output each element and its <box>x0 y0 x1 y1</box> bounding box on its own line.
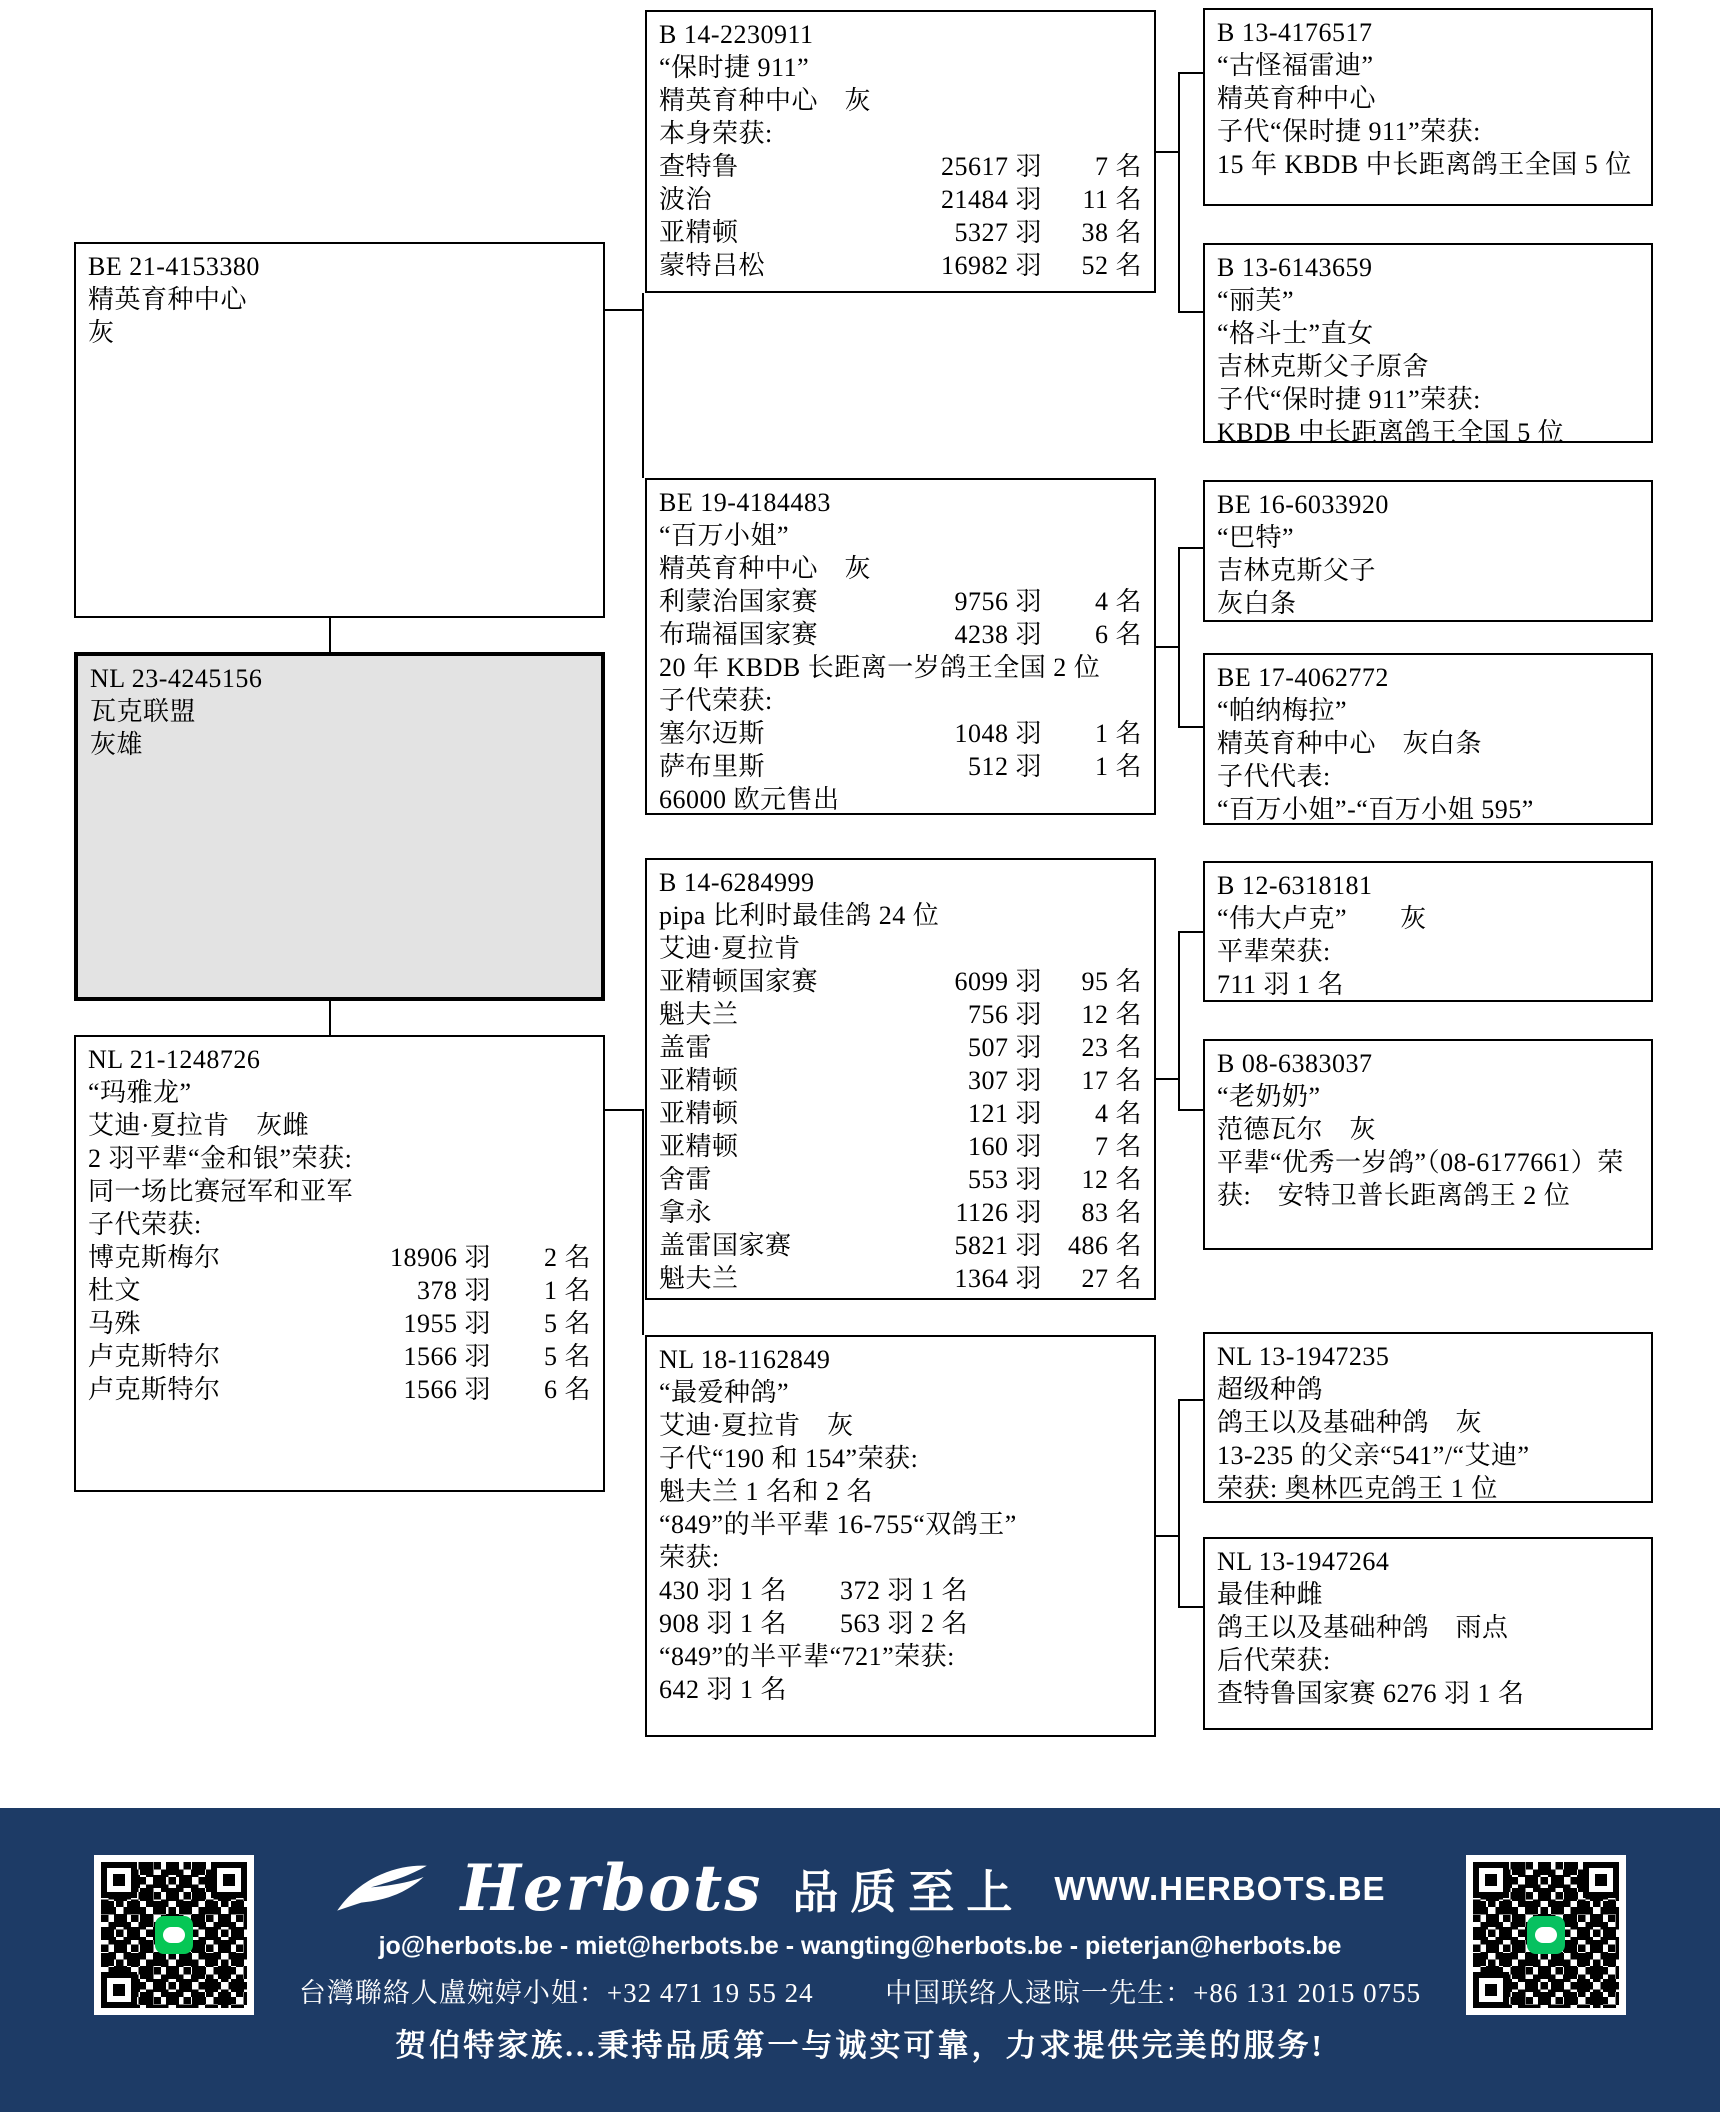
pedigree-line: “玛雅龙” <box>88 1078 192 1107</box>
pedigree-line: 亚精顿 160 羽 7 名 <box>659 1132 1142 1161</box>
pedigree-line: 查特鲁 25617 羽 7 名 <box>659 152 1142 181</box>
pedigree-line: 642 羽 1 名 <box>659 1675 788 1704</box>
qr-finder <box>1473 1862 1509 1898</box>
pedigree-line: 430 羽 1 名 372 羽 1 名 <box>659 1576 969 1605</box>
wechat-icon <box>1527 1916 1565 1954</box>
pedigree-box-great-grandparent-2 <box>1203 243 1653 447</box>
pedigree-line: 拿永 1126 羽 83 名 <box>659 1198 1142 1227</box>
pedigree-box-great-grandparent-8 <box>1203 1537 1653 1730</box>
line-icon <box>155 1916 193 1954</box>
pedigree-line: 灰雄 <box>90 730 144 759</box>
pedigree-line: 杜文 378 羽 1 名 <box>88 1276 591 1305</box>
pedigree-line: 舍雷 553 羽 12 名 <box>659 1165 1142 1194</box>
pedigree-line: 精英育种中心 灰白条 <box>1217 729 1483 758</box>
pedigree-line: 908 羽 1 名 563 羽 2 名 <box>659 1609 969 1638</box>
connector-line <box>1178 72 1180 313</box>
chat-bubble-icon <box>1535 1927 1557 1943</box>
connector-line <box>605 1109 644 1111</box>
footer-slogan-cn: 品质至上 <box>792 1866 1025 1918</box>
connector-line <box>1156 151 1180 153</box>
pedigree-line: “保时捷 911” <box>659 53 810 82</box>
pedigree-line: 2 羽平辈“金和银”荣获: <box>88 1144 353 1173</box>
pedigree-line: 本身荣获: <box>659 119 773 148</box>
connector-line <box>1178 931 1180 1111</box>
pedigree-line: 子代“190 和 154”荣获: <box>659 1444 919 1473</box>
pedigree-line: 博克斯梅尔 18906 羽 2 名 <box>88 1243 591 1272</box>
pedigree-line: 艾迪·夏拉肯 <box>659 934 801 963</box>
pedigree-line: “帕纳梅拉” <box>1217 696 1348 725</box>
pedigree-line: 子代“保时捷 911”荣获: <box>1217 385 1481 414</box>
pedigree-line: 平辈荣获: <box>1217 937 1331 966</box>
pedigree-line: 布瑞福国家赛 4238 羽 6 名 <box>659 620 1142 649</box>
pedigree-line: 利蒙治国家赛 9756 羽 4 名 <box>659 587 1142 616</box>
pedigree-box-dam <box>74 1035 605 1492</box>
connector-line <box>1178 311 1203 313</box>
pedigree-line: B 13-4176517 <box>1217 18 1373 47</box>
pedigree-line: NL 21-1248726 <box>88 1045 261 1074</box>
pedigree-line: NL 13-1947264 <box>1217 1547 1390 1576</box>
pedigree-line: 瓦克联盟 <box>90 697 197 726</box>
pedigree-line: 亚精顿 5327 羽 38 名 <box>659 218 1142 247</box>
pedigree-line: 查特鲁国家赛 6276 羽 1 名 <box>1217 1679 1525 1708</box>
pedigree-box-grandsire-paternal <box>645 10 1156 293</box>
qr-pattern <box>1473 1862 1619 2008</box>
connector-line <box>1178 72 1203 74</box>
pedigree-line: 子代荣获: <box>659 686 773 715</box>
footer-banner <box>0 1808 1720 2112</box>
pedigree-box-granddam-maternal <box>645 1335 1156 1737</box>
connector-line <box>642 1109 644 1335</box>
pedigree-line: 波治 21484 羽 11 名 <box>659 185 1142 214</box>
connector-line <box>1178 547 1203 549</box>
pedigree-line: “古怪福雷迪” <box>1217 51 1374 80</box>
pedigree-line: 魁夫兰 756 羽 12 名 <box>659 1000 1142 1029</box>
pedigree-line: 范德瓦尔 灰 <box>1217 1115 1377 1144</box>
pedigree-line: 平辈“优秀一岁鸽”（08-6177661）荣获: 安特卫普长距离鸽王 2 位 <box>1217 1148 1624 1210</box>
pedigree-box-grandsire-maternal <box>645 858 1156 1300</box>
pedigree-line: 荣获: <box>659 1543 720 1572</box>
pedigree-line: “百万小姐” <box>659 521 790 550</box>
pedigree-box-great-grandparent-7 <box>1203 1332 1653 1503</box>
footer-contact-cn: 中国联络人逯晾一先生：+86 131 2015 0755 <box>885 1977 1422 2008</box>
connector-line <box>1178 1109 1203 1111</box>
pedigree-line: B 13-6143659 <box>1217 253 1373 282</box>
footer-contact-tw: 台灣聯絡人盧婉婷小姐：+32 471 19 55 24 <box>298 1977 814 2008</box>
pedigree-line: 子代荣获: <box>88 1210 202 1239</box>
qr-code-wechat <box>1466 1855 1626 2015</box>
pedigree-line: NL 18-1162849 <box>659 1345 831 1374</box>
pedigree-line: 鸽王以及基础种鸽 雨点 <box>1217 1613 1509 1642</box>
pedigree-line: 魁夫兰 1 名和 2 名 <box>659 1477 874 1506</box>
qr-code-line <box>94 1855 254 2015</box>
pedigree-line: 最佳种雌 <box>1217 1580 1324 1609</box>
connector-line <box>1178 931 1203 933</box>
qr-finder <box>211 1862 247 1898</box>
pedigree-line: 艾迪·夏拉肯 灰 <box>659 1411 854 1440</box>
connector-line <box>1156 646 1180 648</box>
pedigree-line: “伟大卢克” 灰 <box>1217 904 1427 933</box>
pedigree-line: 精英育种中心 灰 <box>659 554 872 583</box>
footer-tagline: 贺伯特家族...秉持品质第一与诚实可靠，力求提供完美的服务! <box>395 2027 1325 2063</box>
herbots-logo: Herbots <box>460 1850 763 1926</box>
pedigree-line: 后代荣获: <box>1217 1646 1331 1675</box>
footer-contact-gap <box>821 1978 877 2008</box>
qr-pattern <box>101 1862 247 2008</box>
connector-line <box>1178 547 1180 728</box>
pedigree-line: NL 13-1947235 <box>1217 1342 1390 1371</box>
pedigree-line: 卢克斯特尔 1566 羽 6 名 <box>88 1375 591 1404</box>
pedigree-line: 魁夫兰 1364 羽 27 名 <box>659 1264 1142 1293</box>
pedigree-line: BE 21-4153380 <box>88 252 260 281</box>
connector-line <box>329 618 331 652</box>
pedigree-line: “巴特” <box>1217 523 1295 552</box>
pedigree-line: 子代“保时捷 911”荣获: <box>1217 117 1481 146</box>
pedigree-line: 卢克斯特尔 1566 羽 5 名 <box>88 1342 591 1371</box>
pedigree-line: B 12-6318181 <box>1217 871 1373 900</box>
pedigree-line: 13-235 的父亲“541”/“艾迪” <box>1217 1441 1530 1470</box>
qr-finder <box>1583 1862 1619 1898</box>
pedigree-line: B 14-2230911 <box>659 20 814 49</box>
pedigree-line: 荣获: 奥林匹克鸽王 1 位 <box>1217 1474 1498 1503</box>
pedigree-line: 亚精顿 307 羽 17 名 <box>659 1066 1142 1095</box>
qr-finder <box>101 1972 137 2008</box>
pedigree-line: 吉林克斯父子 <box>1217 556 1377 585</box>
pedigree-line: 艾迪·夏拉肯 灰雌 <box>88 1111 310 1140</box>
pedigree-line: “丽芙” <box>1217 286 1295 315</box>
pedigree-line: 灰 <box>88 318 115 347</box>
pedigree-line: 子代代表: <box>1217 762 1331 791</box>
pedigree-line: BE 17-4062772 <box>1217 663 1389 692</box>
pedigree-box-great-grandparent-4 <box>1203 653 1653 825</box>
pedigree-box-great-grandparent-6 <box>1203 1039 1653 1250</box>
pedigree-line: 鸽王以及基础种鸽 灰 <box>1217 1408 1483 1437</box>
pedigree-line: 吉林克斯父子原舍 <box>1217 352 1430 381</box>
pedigree-line: 超级种鸽 <box>1217 1375 1324 1404</box>
connector-line <box>1178 1399 1203 1401</box>
pedigree-box-great-grandparent-5 <box>1203 861 1653 1002</box>
connector-line <box>1156 1078 1180 1080</box>
connector-line <box>1178 1606 1203 1608</box>
pedigree-line: 盖雷 507 羽 23 名 <box>659 1033 1142 1062</box>
qr-finder <box>101 1862 137 1898</box>
pedigree-line: 亚精顿 121 羽 4 名 <box>659 1099 1142 1128</box>
connector-line <box>605 309 644 311</box>
pedigree-line: 亚精顿国家赛 6099 羽 95 名 <box>659 967 1142 996</box>
pedigree-line: BE 19-4184483 <box>659 488 831 517</box>
pedigree-line: “849”的半平辈 16-755“双鸽王” <box>659 1510 1017 1539</box>
connector-line <box>329 1001 331 1035</box>
footer-website: WWW.HERBOTS.BE <box>1054 1869 1386 1907</box>
connector-line <box>642 293 644 478</box>
pedigree-line: BE 16-6033920 <box>1217 490 1389 519</box>
pedigree-box-sire <box>74 242 605 618</box>
pedigree-line: “百万小姐”-“百万小姐 595” <box>1217 795 1534 824</box>
pedigree-line: KBDB 中长距离鸽王全国 5 位 <box>1217 418 1565 447</box>
connector-line <box>1178 726 1203 728</box>
wing-icon <box>334 1860 430 1918</box>
pedigree-line: “849”的半平辈“721”荣获: <box>659 1642 955 1671</box>
pedigree-line: B 08-6383037 <box>1217 1049 1373 1078</box>
pedigree-box-great-grandparent-1 <box>1203 8 1653 206</box>
pedigree-line: 灰白条 <box>1217 589 1297 618</box>
pedigree-line: 20 年 KBDB 长距离一岁鸽王全国 2 位 <box>659 653 1101 682</box>
pedigree-line: 精英育种中心 灰 <box>659 86 872 115</box>
pedigree-line: 同一场比赛冠军和亚军 <box>88 1177 354 1206</box>
pedigree-line: 精英育种中心 <box>88 285 248 314</box>
pedigree-line: B 14-6284999 <box>659 868 815 897</box>
pedigree-line: 塞尔迈斯 1048 羽 1 名 <box>659 719 1142 748</box>
pedigree-line: NL 23-4245156 <box>90 664 263 693</box>
pedigree-line: 马殊 1955 羽 5 名 <box>88 1309 591 1338</box>
pedigree-line: 711 羽 1 名 <box>1217 970 1345 999</box>
pedigree-line: 15 年 KBDB 中长距离鸽王全国 5 位 <box>1217 150 1632 179</box>
pedigree-line: 盖雷国家赛 5821 羽 486 名 <box>659 1231 1142 1260</box>
pedigree-line: pipa 比利时最佳鸽 24 位 <box>659 901 940 930</box>
pedigree-line: 精英育种中心 <box>1217 84 1377 113</box>
pedigree-line: 萨布里斯 512 羽 1 名 <box>659 752 1142 781</box>
footer-contacts <box>299 1971 1421 2010</box>
pedigree-box-subject <box>74 652 605 1001</box>
pedigree-box-granddam-paternal <box>645 478 1156 815</box>
footer-emails: jo@herbots.be - miet@herbots.be - wangting@herbots.be - pieterjan@herbots.be <box>378 1931 1342 1960</box>
pedigree-line: “老奶奶” <box>1217 1082 1321 1111</box>
chat-bubble-icon <box>163 1927 185 1943</box>
connector-line <box>1156 1535 1180 1537</box>
pedigree-line: “格斗士”直女 <box>1217 319 1374 348</box>
pedigree-line: 蒙特吕松 16982 羽 52 名 <box>659 251 1142 280</box>
pedigree-box-great-grandparent-3 <box>1203 480 1653 622</box>
qr-finder <box>1473 1972 1509 2008</box>
pedigree-line: 66000 欧元售出 <box>659 785 840 814</box>
pedigree-line: “最爱种鸽” <box>659 1378 790 1407</box>
connector-line <box>1178 1399 1180 1608</box>
